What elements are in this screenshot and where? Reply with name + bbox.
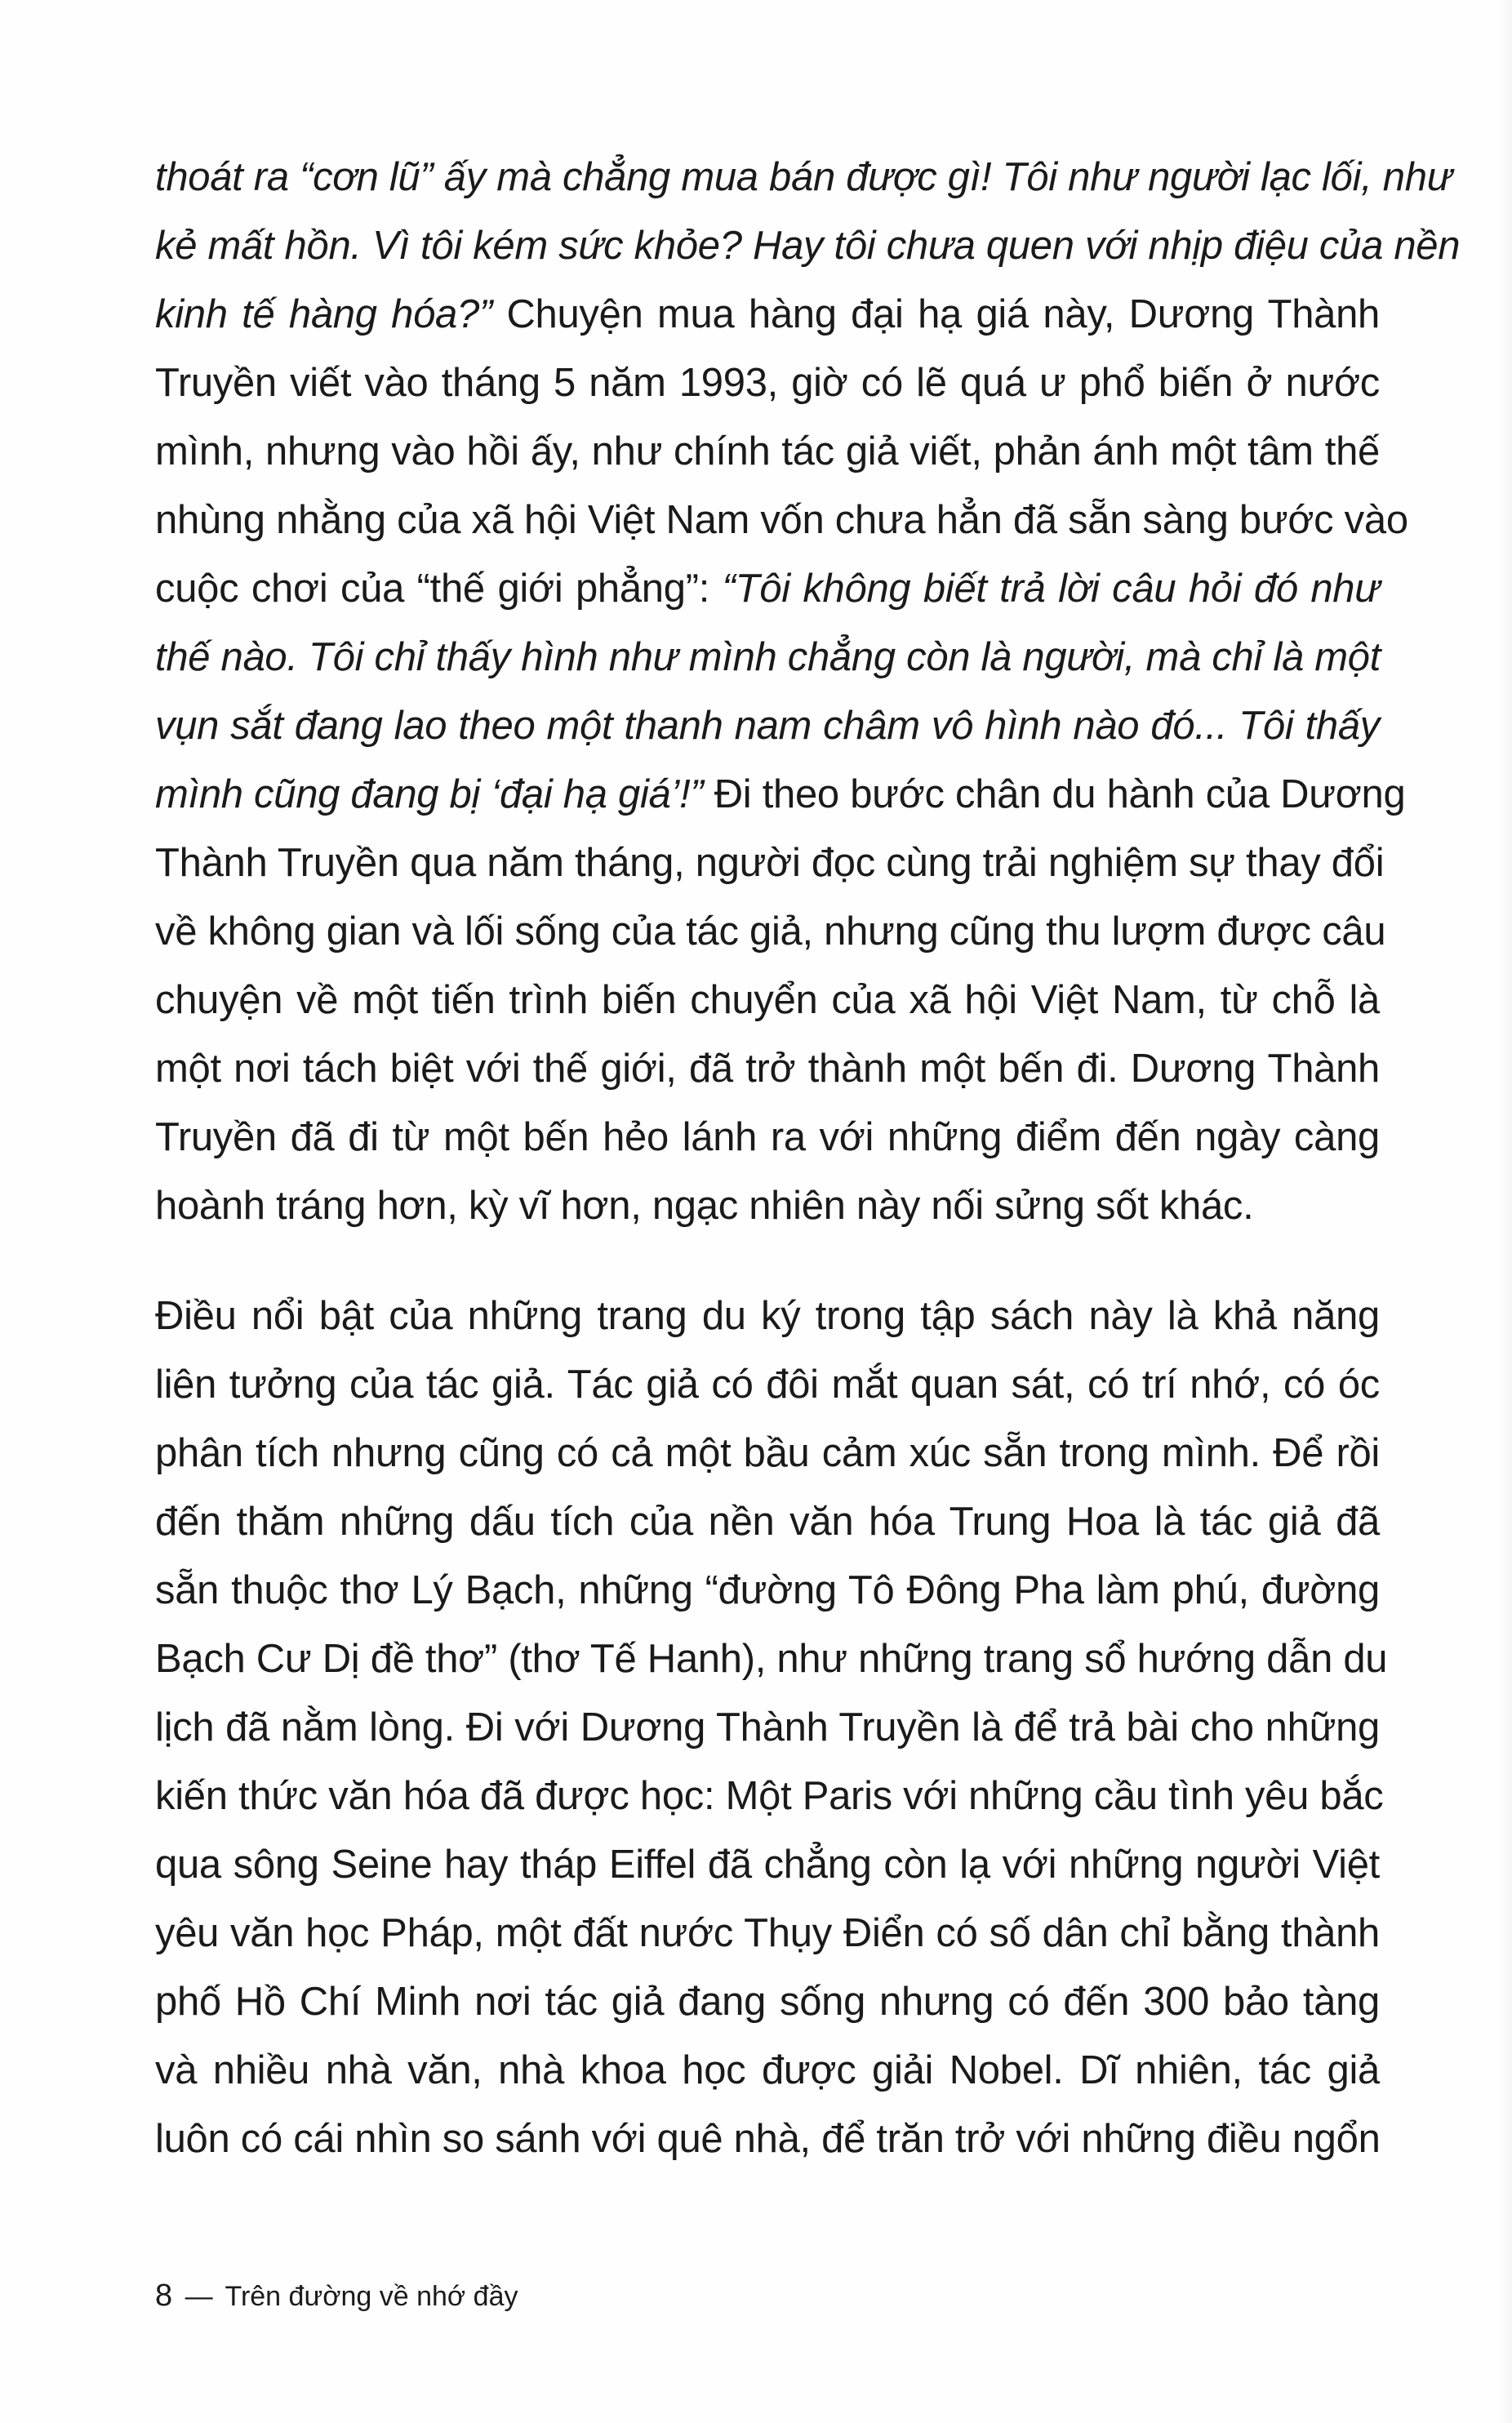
text-segment: Chuyện mua hàng đại hạ giá này, Dương Thành — [491, 292, 1380, 336]
text-line — [155, 2036, 1380, 2105]
text-segment: đến thăm những dấu tích của nền văn hóa Trung Hoa là tác giả đã — [155, 1500, 1380, 1544]
text-line — [155, 349, 1380, 417]
text-segment: yêu văn học Pháp, một đất nước Thụy Điển có số dân chỉ bằng thành — [155, 1911, 1380, 1955]
text-segment: lịch đã nằm lòng. Đi với Dương Thành Truyền là để trả bài cho những — [155, 1705, 1380, 1749]
italic-quote-segment: vụn sắt đang lao theo một thanh nam châm vô hình nào đó... Tôi thấy — [155, 704, 1380, 748]
text-line — [155, 691, 1380, 760]
text-line — [155, 211, 1461, 280]
text-line — [155, 1899, 1380, 1967]
footer-dash: — — [185, 2281, 213, 2312]
text-segment: về không gian và lối sống của tác giả, nhưng cũng thu lượm được câu — [155, 909, 1386, 954]
text-segment: mình, nhưng vào hồi ấy, như chính tác giả viết, phản ánh một tâm thế — [155, 429, 1380, 473]
text-segment: một nơi tách biệt với thế giới, đã trở thành một bến đi. Dương Thành — [155, 1047, 1380, 1091]
text-line — [155, 829, 1385, 897]
text-line — [155, 417, 1380, 486]
text-segment: qua sông Seine hay tháp Eiffel đã chẳng còn lạ với những người Việt — [155, 1843, 1380, 1887]
italic-quote-segment: thế nào. Tôi chỉ thấy hình như mình chẳng còn là người, mà chỉ là một — [155, 635, 1381, 679]
text-line — [155, 1487, 1380, 1556]
text-line — [155, 1967, 1380, 2036]
text-line — [155, 1556, 1380, 1625]
text-line — [155, 554, 1380, 623]
text-line — [155, 486, 1408, 554]
text-line — [155, 897, 1386, 966]
text-segment: Thành Truyền qua năm tháng, người đọc cùng trải nghiệm sự thay đổi — [155, 841, 1385, 885]
running-book-title: Trên đường về nhớ đầy — [225, 2281, 518, 2312]
text-line — [155, 760, 1406, 829]
text-segment: hoành tráng hơn, kỳ vĩ hơn, ngạc nhiên này nối sửng sốt khác. — [155, 1184, 1254, 1228]
text-segment: Đi theo bước chân du hành của Dương — [703, 772, 1406, 816]
text-segment: cuộc chơi của “thế giới phẳng”: — [155, 567, 723, 611]
text-segment: Điều nổi bật của những trang du ký trong tập sách này là khả năng — [155, 1294, 1380, 1338]
text-segment: luôn có cái nhìn so sánh với quê nhà, để trăn trở với những điều ngổn — [155, 2117, 1381, 2161]
text-line — [155, 1171, 1380, 1240]
italic-quote-segment: kinh tế hàng hóa?” — [155, 292, 492, 336]
text-line — [155, 1762, 1384, 1830]
text-segment: chuyện về một tiến trình biến chuyển của xã hội Việt Nam, từ chỗ là — [155, 978, 1380, 1022]
text-line — [155, 966, 1380, 1034]
text-segment: Bạch Cư Dị đề thơ” (thơ Tế Hanh), như những trang sổ hướng dẫn du — [155, 1637, 1388, 1681]
body-paragraph-1 — [155, 143, 1461, 1240]
body-paragraph-2 — [155, 1282, 1388, 2173]
text-segment: sẵn thuộc thơ Lý Bạch, những “đường Tô Đông Pha làm phú, đường — [155, 1568, 1380, 1612]
text-line — [155, 143, 1452, 211]
italic-quote-segment: “Tôi không biết trả lời câu hỏi đó như — [722, 567, 1380, 611]
text-segment: phố Hồ Chí Minh nơi tác giả đang sống nhưng có đến 300 bảo tàng — [155, 1980, 1380, 2024]
text-segment: Truyền viết vào tháng 5 năm 1993, giờ có lẽ quá ư phổ biến ở nước — [155, 361, 1380, 405]
text-line — [155, 1693, 1380, 1762]
page-footer — [155, 2278, 518, 2314]
text-line — [155, 1103, 1380, 1171]
text-segment: nhùng nhằng của xã hội Việt Nam vốn chưa hẳn đã sẵn sàng bước vào — [155, 498, 1408, 542]
text-segment: và nhiều nhà văn, nhà khoa học được giải Nobel. Dĩ nhiên, tác giả — [155, 2048, 1380, 2092]
text-line — [155, 280, 1380, 349]
text-segment: phân tích nhưng cũng có cả một bầu cảm xúc sẵn trong mình. Để rồi — [155, 1431, 1380, 1475]
text-line — [155, 1282, 1380, 1350]
text-segment: Truyền đã đi từ một bến hẻo lánh ra với những điểm đến ngày càng — [155, 1115, 1380, 1159]
italic-quote-segment: thoát ra “cơn lũ” ấy mà chẳng mua bán được gì! Tôi như người lạc lối, như — [155, 155, 1452, 199]
text-segment: kiến thức văn hóa đã được học: Một Paris với những cầu tình yêu bắc — [155, 1774, 1384, 1818]
text-line — [155, 1625, 1388, 1693]
text-line — [155, 1350, 1380, 1419]
page-edge-shadow — [1501, 0, 1512, 2423]
text-line — [155, 623, 1380, 691]
text-line — [155, 1830, 1380, 1899]
text-line — [155, 2105, 1380, 2173]
text-segment: liên tưởng của tác giả. Tác giả có đôi mắt quan sát, có trí nhớ, có óc — [155, 1363, 1380, 1407]
text-line — [155, 1419, 1380, 1487]
italic-quote-segment: kẻ mất hồn. Vì tôi kém sức khỏe? Hay tôi chưa quen với nhịp điệu của nền — [155, 224, 1461, 268]
italic-quote-segment: mình cũng đang bị ‘đại hạ giá’!” — [155, 772, 704, 816]
text-line — [155, 1034, 1380, 1103]
page-number: 8 — [155, 2279, 173, 2313]
